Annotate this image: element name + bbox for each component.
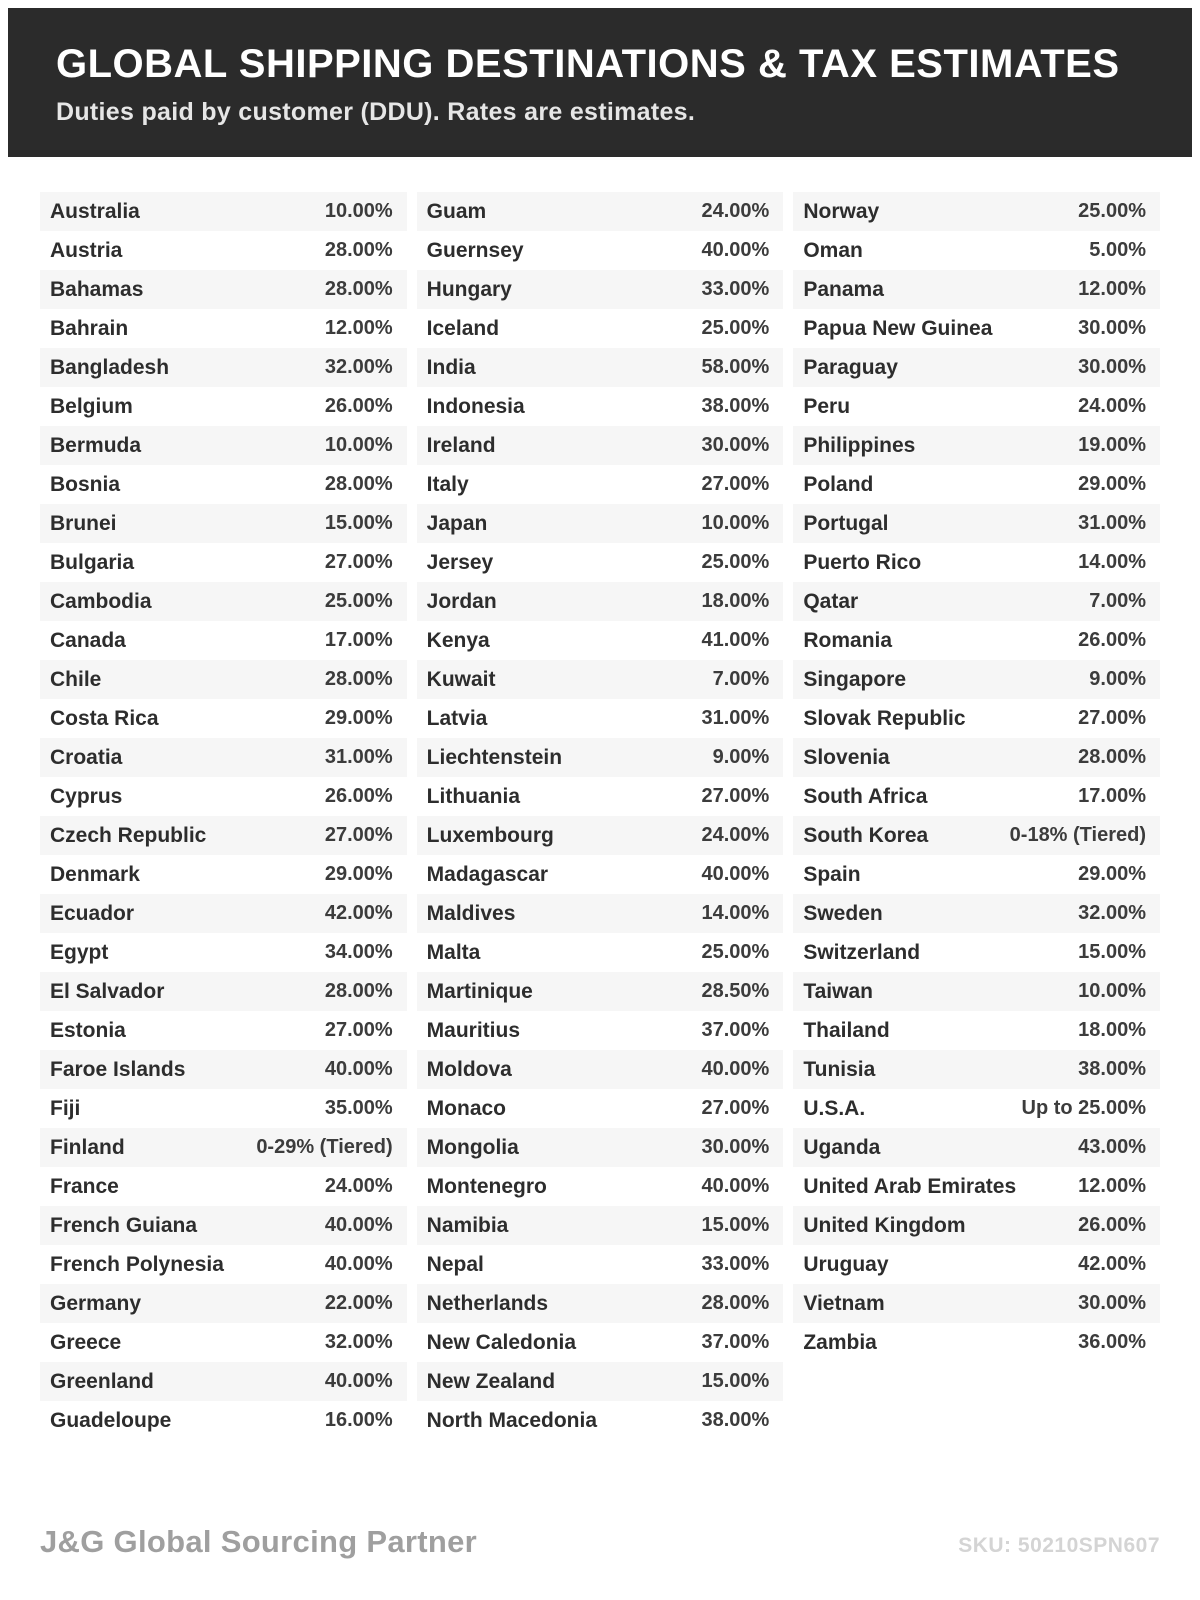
tax-rate: 31.00% xyxy=(1078,512,1147,534)
tax-rate: 25.00% xyxy=(701,551,770,573)
table-row xyxy=(40,660,407,699)
country-name: Romania xyxy=(803,628,893,652)
tax-rate: 30.00% xyxy=(701,1136,770,1158)
country-name: Uruguay xyxy=(803,1252,889,1276)
table-row xyxy=(417,855,784,894)
country-name: Namibia xyxy=(426,1213,509,1237)
country-name: Switzerland xyxy=(803,940,921,964)
country-name: Iceland xyxy=(426,316,500,340)
tax-rate: 27.00% xyxy=(324,551,393,573)
table-row xyxy=(417,348,784,387)
table-row xyxy=(793,621,1160,660)
country-name: Portugal xyxy=(803,511,889,535)
tax-rate: 26.00% xyxy=(324,395,393,417)
table-row xyxy=(417,1011,784,1050)
table-row xyxy=(40,1401,407,1440)
country-name: Bosnia xyxy=(50,472,121,496)
tax-rate: 15.00% xyxy=(324,512,393,534)
table-row xyxy=(417,270,784,309)
country-name: Latvia xyxy=(426,706,488,730)
country-name: Fiji xyxy=(50,1096,81,1120)
tax-rate: 31.00% xyxy=(324,746,393,768)
tax-rate: 37.00% xyxy=(701,1331,770,1353)
country-name: Monaco xyxy=(426,1096,507,1120)
country-name: South Africa xyxy=(803,784,928,808)
table-row xyxy=(40,543,407,582)
tax-rate: 42.00% xyxy=(324,902,393,924)
tax-rate: 27.00% xyxy=(324,1019,393,1041)
tax-rate: Up to 25.00% xyxy=(1021,1097,1147,1119)
country-name: Slovenia xyxy=(803,745,890,769)
country-name: Ecuador xyxy=(50,901,135,925)
country-name: United Arab Emirates xyxy=(803,1174,1017,1198)
table-row xyxy=(793,231,1160,270)
tax-rate: 33.00% xyxy=(701,278,770,300)
table-row xyxy=(40,1011,407,1050)
tax-rate: 5.00% xyxy=(1089,239,1147,261)
country-name: Jordan xyxy=(426,589,497,613)
tax-rate: 24.00% xyxy=(324,1175,393,1197)
tax-rate: 28.00% xyxy=(324,980,393,1002)
tax-rate: 28.00% xyxy=(324,668,393,690)
country-name: Slovak Republic xyxy=(803,706,966,730)
table-row xyxy=(40,816,407,855)
table-row xyxy=(793,387,1160,426)
tax-rate: 14.00% xyxy=(701,902,770,924)
country-name: Taiwan xyxy=(803,979,873,1003)
table-row xyxy=(793,1323,1160,1362)
table-row xyxy=(40,348,407,387)
table-row xyxy=(793,426,1160,465)
table-row xyxy=(40,1089,407,1128)
table-row xyxy=(417,816,784,855)
table-row xyxy=(40,1245,407,1284)
country-name: Kuwait xyxy=(426,667,496,691)
table-row xyxy=(793,1245,1160,1284)
tax-rate: 10.00% xyxy=(1078,980,1147,1002)
country-name: Guadeloupe xyxy=(50,1408,172,1432)
country-name: Ireland xyxy=(426,433,496,457)
country-name: Indonesia xyxy=(426,394,525,418)
tax-rate: 12.00% xyxy=(1078,278,1147,300)
country-name: Denmark xyxy=(50,862,140,886)
table-row xyxy=(417,582,784,621)
table-column-2 xyxy=(417,192,784,1440)
tax-rate: 17.00% xyxy=(1078,785,1147,807)
country-name: Italy xyxy=(426,472,469,496)
tax-rate: 10.00% xyxy=(324,200,393,222)
tax-rate: 26.00% xyxy=(1078,629,1147,651)
tax-rate: 26.00% xyxy=(324,785,393,807)
tax-rate: 25.00% xyxy=(701,317,770,339)
tax-rate: 22.00% xyxy=(324,1292,393,1314)
tax-rate: 0-29% (Tiered) xyxy=(256,1136,393,1158)
country-name: Thailand xyxy=(803,1018,890,1042)
tax-rate: 10.00% xyxy=(324,434,393,456)
country-name: Austria xyxy=(50,238,123,262)
country-name: Czech Republic xyxy=(50,823,207,847)
table-row xyxy=(793,972,1160,1011)
tax-rate: 37.00% xyxy=(701,1019,770,1041)
country-name: Canada xyxy=(50,628,126,652)
tax-rate-table xyxy=(40,192,1160,1440)
page-subtitle: Duties paid by customer (DDU). Rates are estimates. xyxy=(56,98,696,126)
table-row xyxy=(417,621,784,660)
country-name: Bulgaria xyxy=(50,550,135,574)
tax-rate: 32.00% xyxy=(1078,902,1147,924)
tax-rate: 17.00% xyxy=(324,629,393,651)
country-name: Kenya xyxy=(426,628,490,652)
table-row xyxy=(793,1284,1160,1323)
table-row xyxy=(40,231,407,270)
table-row xyxy=(793,699,1160,738)
tax-rate: 40.00% xyxy=(324,1058,393,1080)
tax-rate: 24.00% xyxy=(1078,395,1147,417)
tax-rate: 15.00% xyxy=(701,1370,770,1392)
table-row xyxy=(40,933,407,972)
country-name: India xyxy=(426,355,476,379)
table-row xyxy=(793,777,1160,816)
table-row xyxy=(793,270,1160,309)
country-name: Vietnam xyxy=(803,1291,885,1315)
table-row xyxy=(417,1362,784,1401)
table-row xyxy=(40,387,407,426)
country-name: Nepal xyxy=(426,1252,484,1276)
tax-rate: 40.00% xyxy=(324,1253,393,1275)
table-row xyxy=(417,1206,784,1245)
table-row xyxy=(417,777,784,816)
tax-rate: 40.00% xyxy=(701,239,770,261)
tax-rate: 15.00% xyxy=(701,1214,770,1236)
tax-rate: 18.00% xyxy=(1078,1019,1147,1041)
table-row xyxy=(417,699,784,738)
tax-rate: 25.00% xyxy=(1078,200,1147,222)
country-name: Martinique xyxy=(426,979,533,1003)
table-row xyxy=(793,1011,1160,1050)
tax-rate: 16.00% xyxy=(324,1409,393,1431)
country-name: Maldives xyxy=(426,901,516,925)
tax-rate: 9.00% xyxy=(712,746,770,768)
table-row xyxy=(40,582,407,621)
country-name: Papua New Guinea xyxy=(803,316,993,340)
country-name: Oman xyxy=(803,238,863,262)
tax-rate: 33.00% xyxy=(701,1253,770,1275)
table-row xyxy=(417,933,784,972)
table-row xyxy=(417,1284,784,1323)
tax-rate: 28.50% xyxy=(701,980,770,1002)
tax-rate: 15.00% xyxy=(1078,941,1147,963)
country-name: Costa Rica xyxy=(50,706,159,730)
country-name: French Guiana xyxy=(50,1213,198,1237)
country-name: Philippines xyxy=(803,433,916,457)
table-row xyxy=(417,1401,784,1440)
table-row xyxy=(417,192,784,231)
table-row xyxy=(793,738,1160,777)
tax-rate: 35.00% xyxy=(324,1097,393,1119)
table-row xyxy=(40,1167,407,1206)
tax-rate: 29.00% xyxy=(1078,473,1147,495)
country-name: Lithuania xyxy=(426,784,521,808)
country-name: Puerto Rico xyxy=(803,550,922,574)
country-name: Brunei xyxy=(50,511,117,535)
tax-rate: 41.00% xyxy=(701,629,770,651)
table-row xyxy=(417,231,784,270)
tax-rate: 30.00% xyxy=(701,434,770,456)
tax-rate: 31.00% xyxy=(701,707,770,729)
country-name: Hungary xyxy=(426,277,512,301)
country-name: Montenegro xyxy=(426,1174,547,1198)
country-name: Greece xyxy=(50,1330,122,1354)
country-name: Guam xyxy=(426,199,487,223)
country-name: Germany xyxy=(50,1291,142,1315)
country-name: France xyxy=(50,1174,119,1198)
table-row xyxy=(793,1128,1160,1167)
table-row xyxy=(417,543,784,582)
table-row xyxy=(40,309,407,348)
page-title: GLOBAL SHIPPING DESTINATIONS & TAX ESTIMATES xyxy=(56,42,1120,86)
table-row xyxy=(40,504,407,543)
country-name: Malta xyxy=(426,940,481,964)
country-name: French Polynesia xyxy=(50,1252,224,1276)
table-row xyxy=(40,699,407,738)
brand-name: J&G Global Sourcing Partner xyxy=(40,1524,478,1559)
tax-rate: 12.00% xyxy=(324,317,393,339)
tax-rate: 27.00% xyxy=(701,1097,770,1119)
tax-rate: 32.00% xyxy=(324,356,393,378)
tax-rate: 36.00% xyxy=(1078,1331,1147,1353)
table-row xyxy=(793,192,1160,231)
tax-rate: 28.00% xyxy=(324,239,393,261)
table-row xyxy=(793,1050,1160,1089)
table-row xyxy=(417,1089,784,1128)
country-name: Liechtenstein xyxy=(426,745,563,769)
tax-rate: 38.00% xyxy=(1078,1058,1147,1080)
tax-rate: 30.00% xyxy=(1078,356,1147,378)
table-row xyxy=(40,777,407,816)
tax-rate: 27.00% xyxy=(1078,707,1147,729)
country-name: United Kingdom xyxy=(803,1213,966,1237)
tax-rate: 28.00% xyxy=(324,473,393,495)
table-row xyxy=(40,855,407,894)
table-row xyxy=(40,621,407,660)
tax-rate: 7.00% xyxy=(712,668,770,690)
country-name: Qatar xyxy=(803,589,859,613)
country-name: Bahamas xyxy=(50,277,144,301)
country-name: Paraguay xyxy=(803,355,898,379)
table-row xyxy=(417,1167,784,1206)
tax-rate: 27.00% xyxy=(701,473,770,495)
country-name: Belgium xyxy=(50,394,133,418)
country-name: Faroe Islands xyxy=(50,1057,186,1081)
tax-rate: 18.00% xyxy=(701,590,770,612)
tax-rate: 42.00% xyxy=(1078,1253,1147,1275)
country-name: Luxembourg xyxy=(426,823,554,847)
table-row xyxy=(793,660,1160,699)
tax-rate: 43.00% xyxy=(1078,1136,1147,1158)
table-row xyxy=(793,1167,1160,1206)
table-row xyxy=(40,972,407,1011)
tax-rate: 32.00% xyxy=(324,1331,393,1353)
tax-rate: 25.00% xyxy=(701,941,770,963)
footer xyxy=(0,1524,1200,1560)
tax-rate: 27.00% xyxy=(701,785,770,807)
sku-label: SKU: 50210SPN607 xyxy=(958,1534,1160,1557)
tax-rate: 29.00% xyxy=(324,707,393,729)
country-name: Uganda xyxy=(803,1135,881,1159)
tax-rate: 30.00% xyxy=(1078,1292,1147,1314)
tax-rate: 38.00% xyxy=(701,1409,770,1431)
country-name: Bangladesh xyxy=(50,355,170,379)
table-row xyxy=(40,894,407,933)
country-name: Australia xyxy=(50,199,140,223)
tax-rate: 25.00% xyxy=(324,590,393,612)
tax-rate: 40.00% xyxy=(701,1175,770,1197)
table-column-1 xyxy=(40,192,407,1440)
table-row xyxy=(40,192,407,231)
country-name: Chile xyxy=(50,667,102,691)
table-row xyxy=(40,738,407,777)
country-name: Poland xyxy=(803,472,874,496)
country-name: Bahrain xyxy=(50,316,129,340)
country-name: South Korea xyxy=(803,823,929,847)
country-name: Egypt xyxy=(50,940,109,964)
table-row xyxy=(417,1050,784,1089)
tax-rate: 27.00% xyxy=(324,824,393,846)
tax-rate: 28.00% xyxy=(1078,746,1147,768)
table-column-3 xyxy=(793,192,1160,1362)
country-name: Singapore xyxy=(803,667,907,691)
table-row xyxy=(417,660,784,699)
country-name: Mauritius xyxy=(426,1018,521,1042)
table-row xyxy=(793,816,1160,855)
tax-rate: 24.00% xyxy=(701,200,770,222)
tax-rate: 28.00% xyxy=(701,1292,770,1314)
country-name: Peru xyxy=(803,394,851,418)
tax-rate: 29.00% xyxy=(324,863,393,885)
country-name: Greenland xyxy=(50,1369,154,1393)
table-row xyxy=(793,465,1160,504)
tax-rate: 34.00% xyxy=(324,941,393,963)
country-name: Norway xyxy=(803,199,880,223)
tax-rate: 40.00% xyxy=(701,863,770,885)
country-name: New Caledonia xyxy=(426,1330,577,1354)
tax-rate: 40.00% xyxy=(324,1214,393,1236)
tax-rate: 40.00% xyxy=(324,1370,393,1392)
table-row xyxy=(417,1323,784,1362)
tax-rate: 14.00% xyxy=(1078,551,1147,573)
tax-rate: 30.00% xyxy=(1078,317,1147,339)
table-row xyxy=(40,1050,407,1089)
country-name: Guernsey xyxy=(426,238,524,262)
table-row xyxy=(417,426,784,465)
tax-rate: 28.00% xyxy=(324,278,393,300)
tax-rate: 9.00% xyxy=(1089,668,1147,690)
table-row xyxy=(40,1323,407,1362)
country-name: Cambodia xyxy=(50,589,152,613)
country-name: Finland xyxy=(50,1135,125,1159)
country-name: Spain xyxy=(803,862,861,886)
table-row xyxy=(793,309,1160,348)
table-row xyxy=(417,387,784,426)
tax-rate: 29.00% xyxy=(1078,863,1147,885)
table-row xyxy=(417,972,784,1011)
country-name: Zambia xyxy=(803,1330,877,1354)
country-name: Japan xyxy=(426,511,488,535)
country-name: Jersey xyxy=(426,550,494,574)
tax-rate: 58.00% xyxy=(701,356,770,378)
header-banner xyxy=(8,8,1192,157)
table-row xyxy=(40,1128,407,1167)
tax-rate: 0-18% (Tiered) xyxy=(1009,824,1147,846)
tax-rate: 26.00% xyxy=(1078,1214,1147,1236)
country-name: Tunisia xyxy=(803,1057,876,1081)
table-row xyxy=(417,465,784,504)
country-name: Netherlands xyxy=(426,1291,549,1315)
tax-rate: 40.00% xyxy=(701,1058,770,1080)
table-row xyxy=(793,1206,1160,1245)
table-row xyxy=(793,894,1160,933)
tax-rate: 7.00% xyxy=(1089,590,1147,612)
table-row xyxy=(40,1206,407,1245)
table-row xyxy=(793,504,1160,543)
country-name: Bermuda xyxy=(50,433,142,457)
table-row xyxy=(417,738,784,777)
table-row xyxy=(793,1089,1160,1128)
table-row xyxy=(793,933,1160,972)
table-row xyxy=(40,270,407,309)
table-row xyxy=(417,894,784,933)
table-row xyxy=(417,1245,784,1284)
country-name: Madagascar xyxy=(426,862,549,886)
country-name: Mongolia xyxy=(426,1135,519,1159)
country-name: New Zealand xyxy=(426,1369,556,1393)
table-row xyxy=(417,309,784,348)
table-row xyxy=(793,855,1160,894)
tax-rate: 12.00% xyxy=(1078,1175,1147,1197)
country-name: Sweden xyxy=(803,901,883,925)
table-row xyxy=(417,504,784,543)
country-name: Croatia xyxy=(50,745,123,769)
table-row xyxy=(40,465,407,504)
country-name: Panama xyxy=(803,277,884,301)
tax-rate: 24.00% xyxy=(701,824,770,846)
country-name: U.S.A. xyxy=(803,1096,866,1120)
tax-rate: 19.00% xyxy=(1078,434,1147,456)
table-row xyxy=(793,582,1160,621)
country-name: North Macedonia xyxy=(426,1408,598,1432)
tax-rate: 38.00% xyxy=(701,395,770,417)
table-row xyxy=(417,1128,784,1167)
table-row xyxy=(40,426,407,465)
country-name: Moldova xyxy=(426,1057,512,1081)
country-name: El Salvador xyxy=(50,979,165,1003)
table-row xyxy=(793,348,1160,387)
table-row xyxy=(793,543,1160,582)
table-row xyxy=(40,1284,407,1323)
country-name: Estonia xyxy=(50,1018,126,1042)
table-row xyxy=(40,1362,407,1401)
country-name: Cyprus xyxy=(50,784,123,808)
tax-rate: 10.00% xyxy=(701,512,770,534)
